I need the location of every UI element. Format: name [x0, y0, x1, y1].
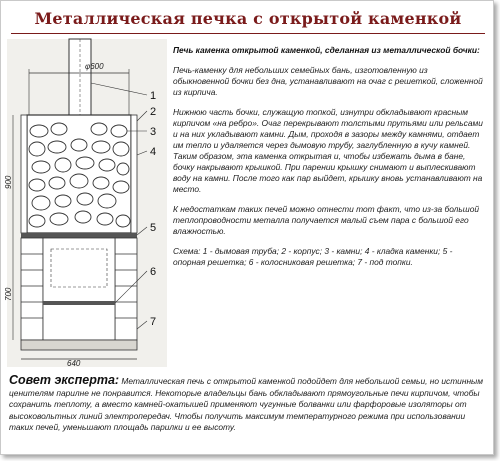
dim-bottom-label: 640: [67, 359, 81, 368]
callout-2: 2: [150, 106, 157, 118]
title-divider: [11, 33, 485, 34]
paragraph-2: Нижнюю часть бочки, служащую топкой, изнутри обкладывают красным кирпичом «на ребро». Очаг перекрывают толстыми прутьями или рельсами и на них укладывают камни. Дым, проходя в зазоры между камнями, отдает им тепло и удаляется через дымовую трубу, заглубленную в кучу камней. Таким образом, эта каменка открытая и, чтобы избежать дыма в бане, бочку накрывают крышкой. При парении крышку снимают и выплескивают воду на камни. После того как пар выйдет, крышку вновь устанавливают на место.: [173, 107, 483, 194]
advice-title: Совет эксперта:: [9, 373, 120, 387]
callout-3: 3: [150, 126, 157, 138]
description: [173, 45, 483, 277]
paragraph-1: Печь-каменку для небольших семейных бань, изготовленную из обыкновенной бочки без дна, устанавливают на очаг с решеткой, сложенной из кирпича.: [173, 65, 483, 97]
dim-top-label: φ600: [85, 62, 104, 71]
support-grate: [21, 233, 137, 238]
fire-grate: [43, 301, 115, 305]
paragraph-3: К недостаткам таких печей можно отнести тот факт, что из-за большой теплопроводности металла получается малый съем пара с большой его влажностью.: [173, 204, 480, 236]
scheme-legend: Схема: 1 - дымовая труба; 2 - корпус; 3 - камни; 4 - кладка каменки; 5 - опорная решетка; 6 - колосниковая решетка; 7 - под топки.: [173, 246, 453, 267]
firebox-base: [21, 340, 137, 350]
callout-6: 6: [150, 266, 157, 278]
dim-lower-label: 700: [4, 287, 13, 301]
expert-advice: [9, 375, 489, 434]
callout-7: 7: [150, 316, 157, 328]
callout-1: 1: [150, 90, 157, 102]
description-heading: Печь каменка открытой каменкой, сделанная из металлической бочки:: [173, 45, 480, 55]
callout-4: 4: [150, 146, 157, 158]
dim-upper-label: 900: [4, 175, 13, 189]
stove-diagram: [4, 39, 167, 368]
page-title: Металлическая печка с открытой каменкой: [34, 9, 462, 28]
callout-5: 5: [150, 222, 157, 234]
advice-body: Металлическая печь с открытой каменкой подойдет для небольшой семьи, но истинным ценителям парилне не понравится. Некоторые владельцы бань обкладывают прямоугольные печи кирпичом, чтобы сохранить теплоту, а вместо камней-окатышей применяют чугунные болванки или фарфоровые изоляторы от высоковольтных линий электропередач. Чтобы получить максимум температурного режима при использовании таких печей, уменьшают площадь парилки и ее высоту.: [9, 376, 483, 433]
